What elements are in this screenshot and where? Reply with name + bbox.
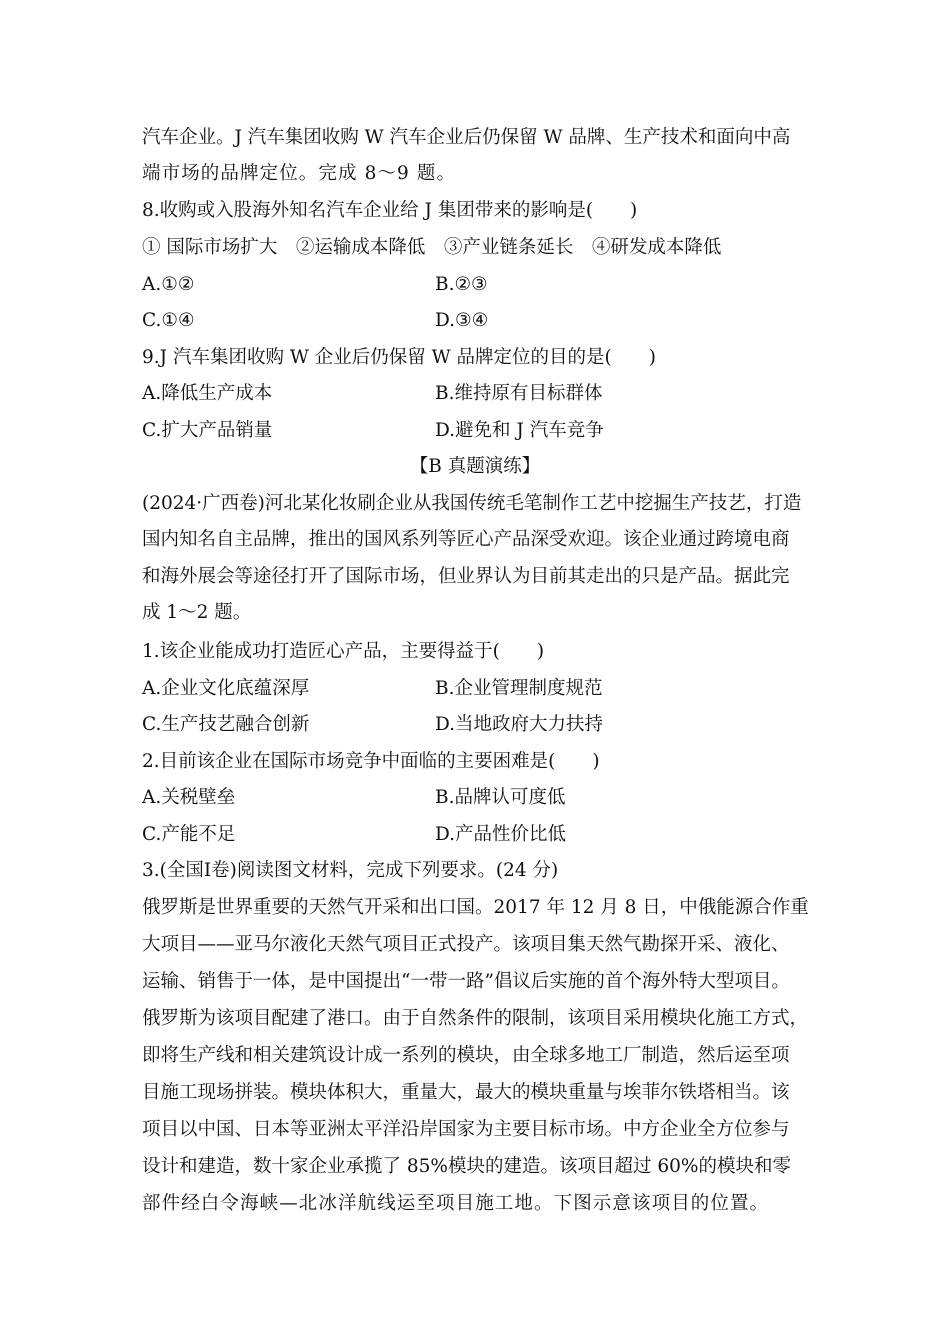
section-b-passage-line-2: 国内知名自主品牌，推出的国风系列等匠心产品深受欢迎。该企业通过跨境电商 bbox=[142, 529, 790, 550]
question-3-passage-line-6: 目施工现场拼装。模块体积大，重量大，最大的模块重量与埃菲尔铁塔相当。该 bbox=[142, 1082, 790, 1103]
question-1-option-c: C.生产技艺融合创新 bbox=[142, 714, 310, 735]
question-3-stem: 3.(全国Ⅰ卷)阅读图文材料，完成下列要求。(24 分) bbox=[142, 860, 559, 881]
question-9-option-b: B.维持原有目标群体 bbox=[435, 383, 603, 404]
question-3-passage-line-2: 大项目——亚马尔液化天然气项目正式投产。该项目集天然气勘探开采、液化、 bbox=[142, 934, 790, 955]
section-b-passage-line-3: 和海外展会等途径打开了国际市场，但业界认为目前其走出的只是产品。据此完 bbox=[142, 566, 790, 587]
question-1-stem: 1.该企业能成功打造匠心产品，主要得益于( ) bbox=[142, 641, 545, 662]
question-8-items: ① 国际市场扩大 ②运输成本降低 ③产业链条延长 ④研发成本降低 bbox=[142, 237, 722, 258]
question-8-option-d: D.③④ bbox=[435, 310, 489, 331]
question-9-stem: 9.J 汽车集团收购 W 企业后仍保留 W 品牌定位的目的是( ) bbox=[142, 347, 656, 368]
question-3-passage-line-7: 项目以中国、日本等亚洲太平洋沿岸国家为主要目标市场。中方企业全方位参与 bbox=[142, 1119, 790, 1140]
question-3-passage-line-3: 运输、销售于一体，是中国提出“一带一路”倡议后实施的首个海外特大型项目。 bbox=[142, 971, 790, 992]
question-9-option-c: C.扩大产品销量 bbox=[142, 420, 273, 441]
question-3-passage-line-4: 俄罗斯为该项目配建了港口。由于自然条件的限制，该项目采用模块化施工方式， bbox=[142, 1008, 809, 1029]
question-9-option-a: A.降低生产成本 bbox=[142, 383, 273, 404]
intro-line-1: 汽车企业。J 汽车集团收购 W 汽车企业后仍保留 W 品牌、生产技术和面向中高 bbox=[142, 127, 791, 148]
section-b-passage-line-4: 成 1～2 题。 bbox=[142, 602, 252, 623]
question-3-passage-line-1: 俄罗斯是世界重要的天然气开采和出口国。2017 年 12 月 8 日，中俄能源合作重 bbox=[142, 897, 809, 918]
intro-line-2: 端市场的品牌定位。完成 8～9 题。 bbox=[142, 163, 457, 184]
question-3-passage-line-9: 部件经白令海峡—北冰洋航线运至项目施工地。下图示意该项目的位置。 bbox=[142, 1193, 770, 1214]
question-8-option-a: A.①② bbox=[142, 274, 195, 295]
section-b-passage-line-1: (2024·广西卷)河北某化妆刷企业从我国传统毛笔制作工艺中挖掘生产技艺，打造 bbox=[142, 493, 802, 514]
question-2-option-d: D.产品性价比低 bbox=[435, 824, 567, 845]
question-2-stem: 2.目前该企业在国际市场竞争中面临的主要困难是( ) bbox=[142, 751, 600, 772]
question-8-stem: 8.收购或入股海外知名汽车企业给 J 集团带来的影响是( ) bbox=[142, 200, 638, 221]
question-3-passage-line-8: 设计和建造，数十家企业承揽了 85%模块的建造。该项目超过 60%的模块和零 bbox=[142, 1156, 792, 1177]
question-1-option-d: D.当地政府大力扶持 bbox=[435, 714, 604, 735]
question-8-option-c: C.①④ bbox=[142, 310, 195, 331]
question-2-option-b: B.品牌认可度低 bbox=[435, 787, 566, 808]
question-2-option-c: C.产能不足 bbox=[142, 824, 236, 845]
question-8-option-b: B.②③ bbox=[435, 274, 488, 295]
section-b-heading: 【B 真题演练】 bbox=[409, 456, 541, 477]
question-9-option-d: D.避免和 J 汽车竞争 bbox=[435, 420, 604, 441]
question-3-passage-line-5: 即将生产线和相关建筑设计成一系列的模块，由全球多地工厂制造，然后运至项 bbox=[142, 1045, 790, 1066]
question-1-option-b: B.企业管理制度规范 bbox=[435, 678, 603, 699]
question-2-option-a: A.关税壁垒 bbox=[142, 787, 236, 808]
question-1-option-a: A.企业文化底蕴深厚 bbox=[142, 678, 310, 699]
